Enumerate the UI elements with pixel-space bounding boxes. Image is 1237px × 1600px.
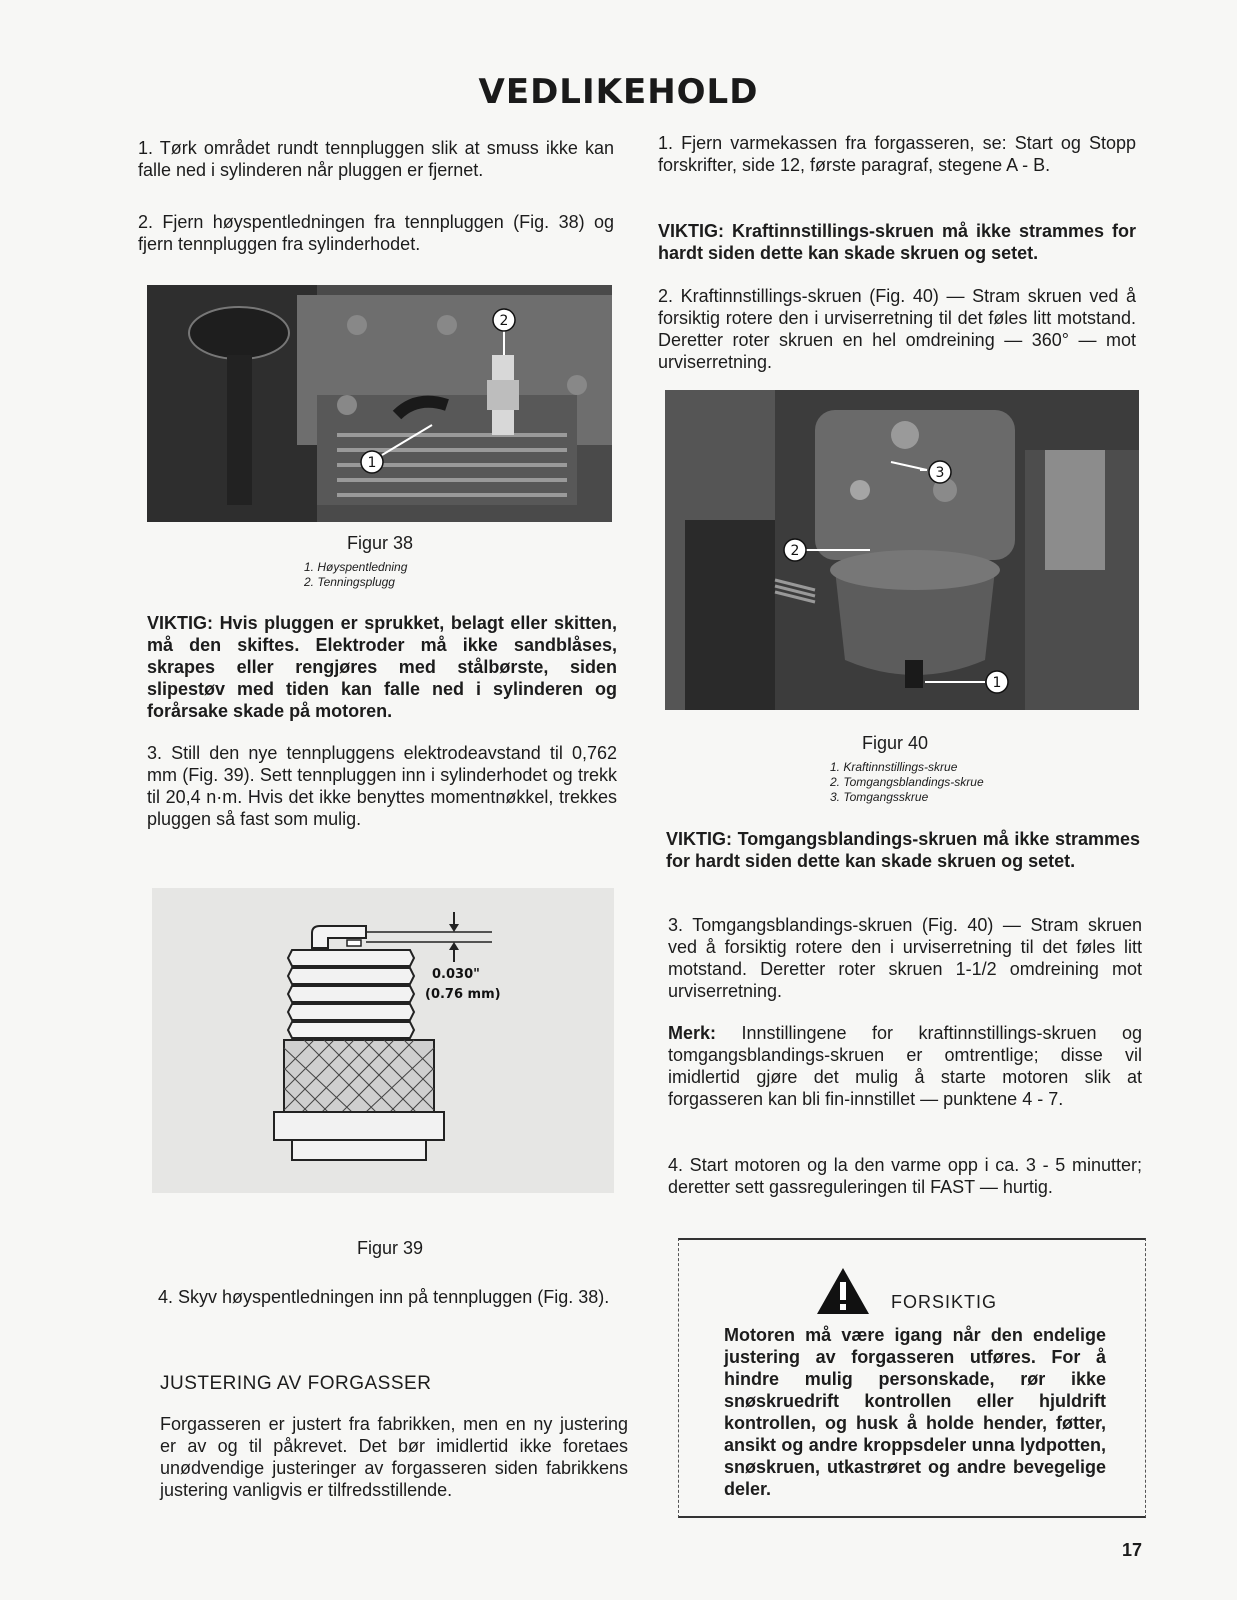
spark-plug-gap-diagram <box>152 888 614 1193</box>
engine-spark-plug-illustration <box>147 285 612 522</box>
left-step-4: 4. Skyv høyspentledningen inn på tennpluggen (Fig. 38). <box>158 1287 610 1307</box>
callout-1-label: 1 <box>367 455 377 471</box>
figure-40-legend-item: 2. Tomgangsblandings-skrue <box>830 775 984 789</box>
callout-2-label: 2 <box>790 543 800 559</box>
right-step-3: 3. Tomgangsblandings-skruen (Fig. 40) — Stram skruen ved å forsiktig rotere den i urviserretning til det føles litt motstand. Deretter roter skruen 1-1/2 omdreining mot urviserretning. <box>668 915 1142 1001</box>
viktig-text: Tomgangsblandings-skruen må ikke strammes for hardt siden dette kan skade skruen og setet. <box>666 829 1140 871</box>
figure-38-photo <box>147 285 612 522</box>
section-heading: JUSTERING AV FORGASSER <box>160 1373 432 1394</box>
carburetor-illustration <box>665 390 1139 710</box>
figure-38-legend-item: 2. Tenningsplugg <box>304 575 395 589</box>
viktig-text: Hvis pluggen er sprukket, belagt eller skitten, må den skiftes. Elektroder må ikke sandblåses, skrapes eller rengjøres med stålbørste, siden slipestøv med tiden kan falle ned i sylinderen og forårsake skade på motoren. <box>147 613 617 721</box>
section-intro: Forgasseren er justert fra fabrikken, men en ny justering er av og til påkrevet. Det bør imidlertid ikke foretaes unødvendige justeringer av forgasseren siden fabrikkens justering vanligvis er tilfredsstillende. <box>160 1414 628 1500</box>
figure-38-caption: Figur 38 <box>346 533 414 553</box>
figure-40-legend <box>830 760 1050 805</box>
figure-40-legend-item: 3. Tomgangsskrue <box>830 790 929 804</box>
figure-39-caption: Figur 39 <box>356 1238 424 1258</box>
figure-40-legend-item: 1. Kraftinnstillings-skrue <box>830 760 958 774</box>
warning-icon <box>815 1266 871 1316</box>
left-step-3: 3. Still den nye tennpluggens elektrodeavstand til 0,762 mm (Fig. 39). Sett tennpluggen inn i sylinderhodet og trekk til 20,4 n·m. Hvis det ikke benyttes momentnøkkel, trekkes pluggen så fast som mulig. <box>147 743 617 829</box>
figure-39-diagram <box>152 888 614 1193</box>
viktig-label: VIKTIG: <box>147 613 213 633</box>
viktig-text: Kraftinnstillings-skruen må ikke strammes for hardt siden dette kan skade skruen og setet. <box>658 221 1136 263</box>
caution-text: Motoren må være igang når den endelige justering av forgasseren utføres. For å hindre mulig personskade, rør ikke snøskruedrift kontrollen eller hjuldrift kontrollen, og husk å holde hender, føtter, ansikt og andre kroppsdeler unna lydpotten, snøskruen, utkastrøret og andre bevegelige deler. <box>724 1325 1106 1499</box>
caution-box <box>678 1238 1146 1518</box>
page-number: 17 <box>1122 1540 1143 1560</box>
viktig-label: VIKTIG: <box>658 221 724 241</box>
viktig-note-2 <box>658 220 1136 264</box>
merk-note <box>668 1022 1142 1110</box>
figure-40-photo <box>665 390 1139 710</box>
page-title: VEDLIKEHOLD <box>478 72 759 112</box>
right-step-4: 4. Start motoren og la den varme opp i ca. 3 - 5 minutter; deretter sett gassreguleringen til FAST — hurtig. <box>668 1155 1142 1197</box>
figure-38-legend <box>304 560 504 590</box>
callout-3-label: 3 <box>935 465 945 481</box>
right-step-2: 2. Kraftinnstillings-skruen (Fig. 40) — Stram skruen ved å forsiktig rotere den i urviserretning til det føles litt motstand. Deretter roter skruen en hel omdreining — 360° — mot urviserretning. <box>658 286 1136 372</box>
merk-label: Merk: <box>668 1023 717 1043</box>
gap-mm-label: (0.76 mm) <box>425 987 501 1002</box>
left-step-1: 1. Tørk området rundt tennpluggen slik at smuss ikke kan falle ned i sylinderen når pluggen er fjernet. <box>138 138 614 180</box>
caution-title: FORSIKTIG <box>891 1292 998 1312</box>
left-step-2: 2. Fjern høyspentledningen fra tennpluggen (Fig. 38) og fjern tennpluggen fra sylinderhodet. <box>138 212 614 254</box>
figure-40-caption: Figur 40 <box>861 733 929 753</box>
gap-inches-label: 0.030" <box>432 967 480 982</box>
callout-1-label: 1 <box>992 675 1002 691</box>
viktig-note-3 <box>666 828 1140 872</box>
merk-text: Innstillingene for kraftinnstillings-skruen og tomgangsblandings-skruen er omtrentlige; disse vil imidlertid gjøre det mulig å starte motoren slik at forgasseren kan bli fin-innstillet — punktene 4 - 7. <box>668 1023 1142 1109</box>
right-step-1: 1. Fjern varmekassen fra forgasseren, se: Start og Stopp forskrifter, side 12, første paragraf, stegene A - B. <box>658 133 1136 175</box>
viktig-note-1 <box>147 612 617 722</box>
callout-2-label: 2 <box>499 313 509 329</box>
viktig-label: VIKTIG: <box>666 829 732 849</box>
figure-38-legend-item: 1. Høyspentledning <box>304 560 408 574</box>
